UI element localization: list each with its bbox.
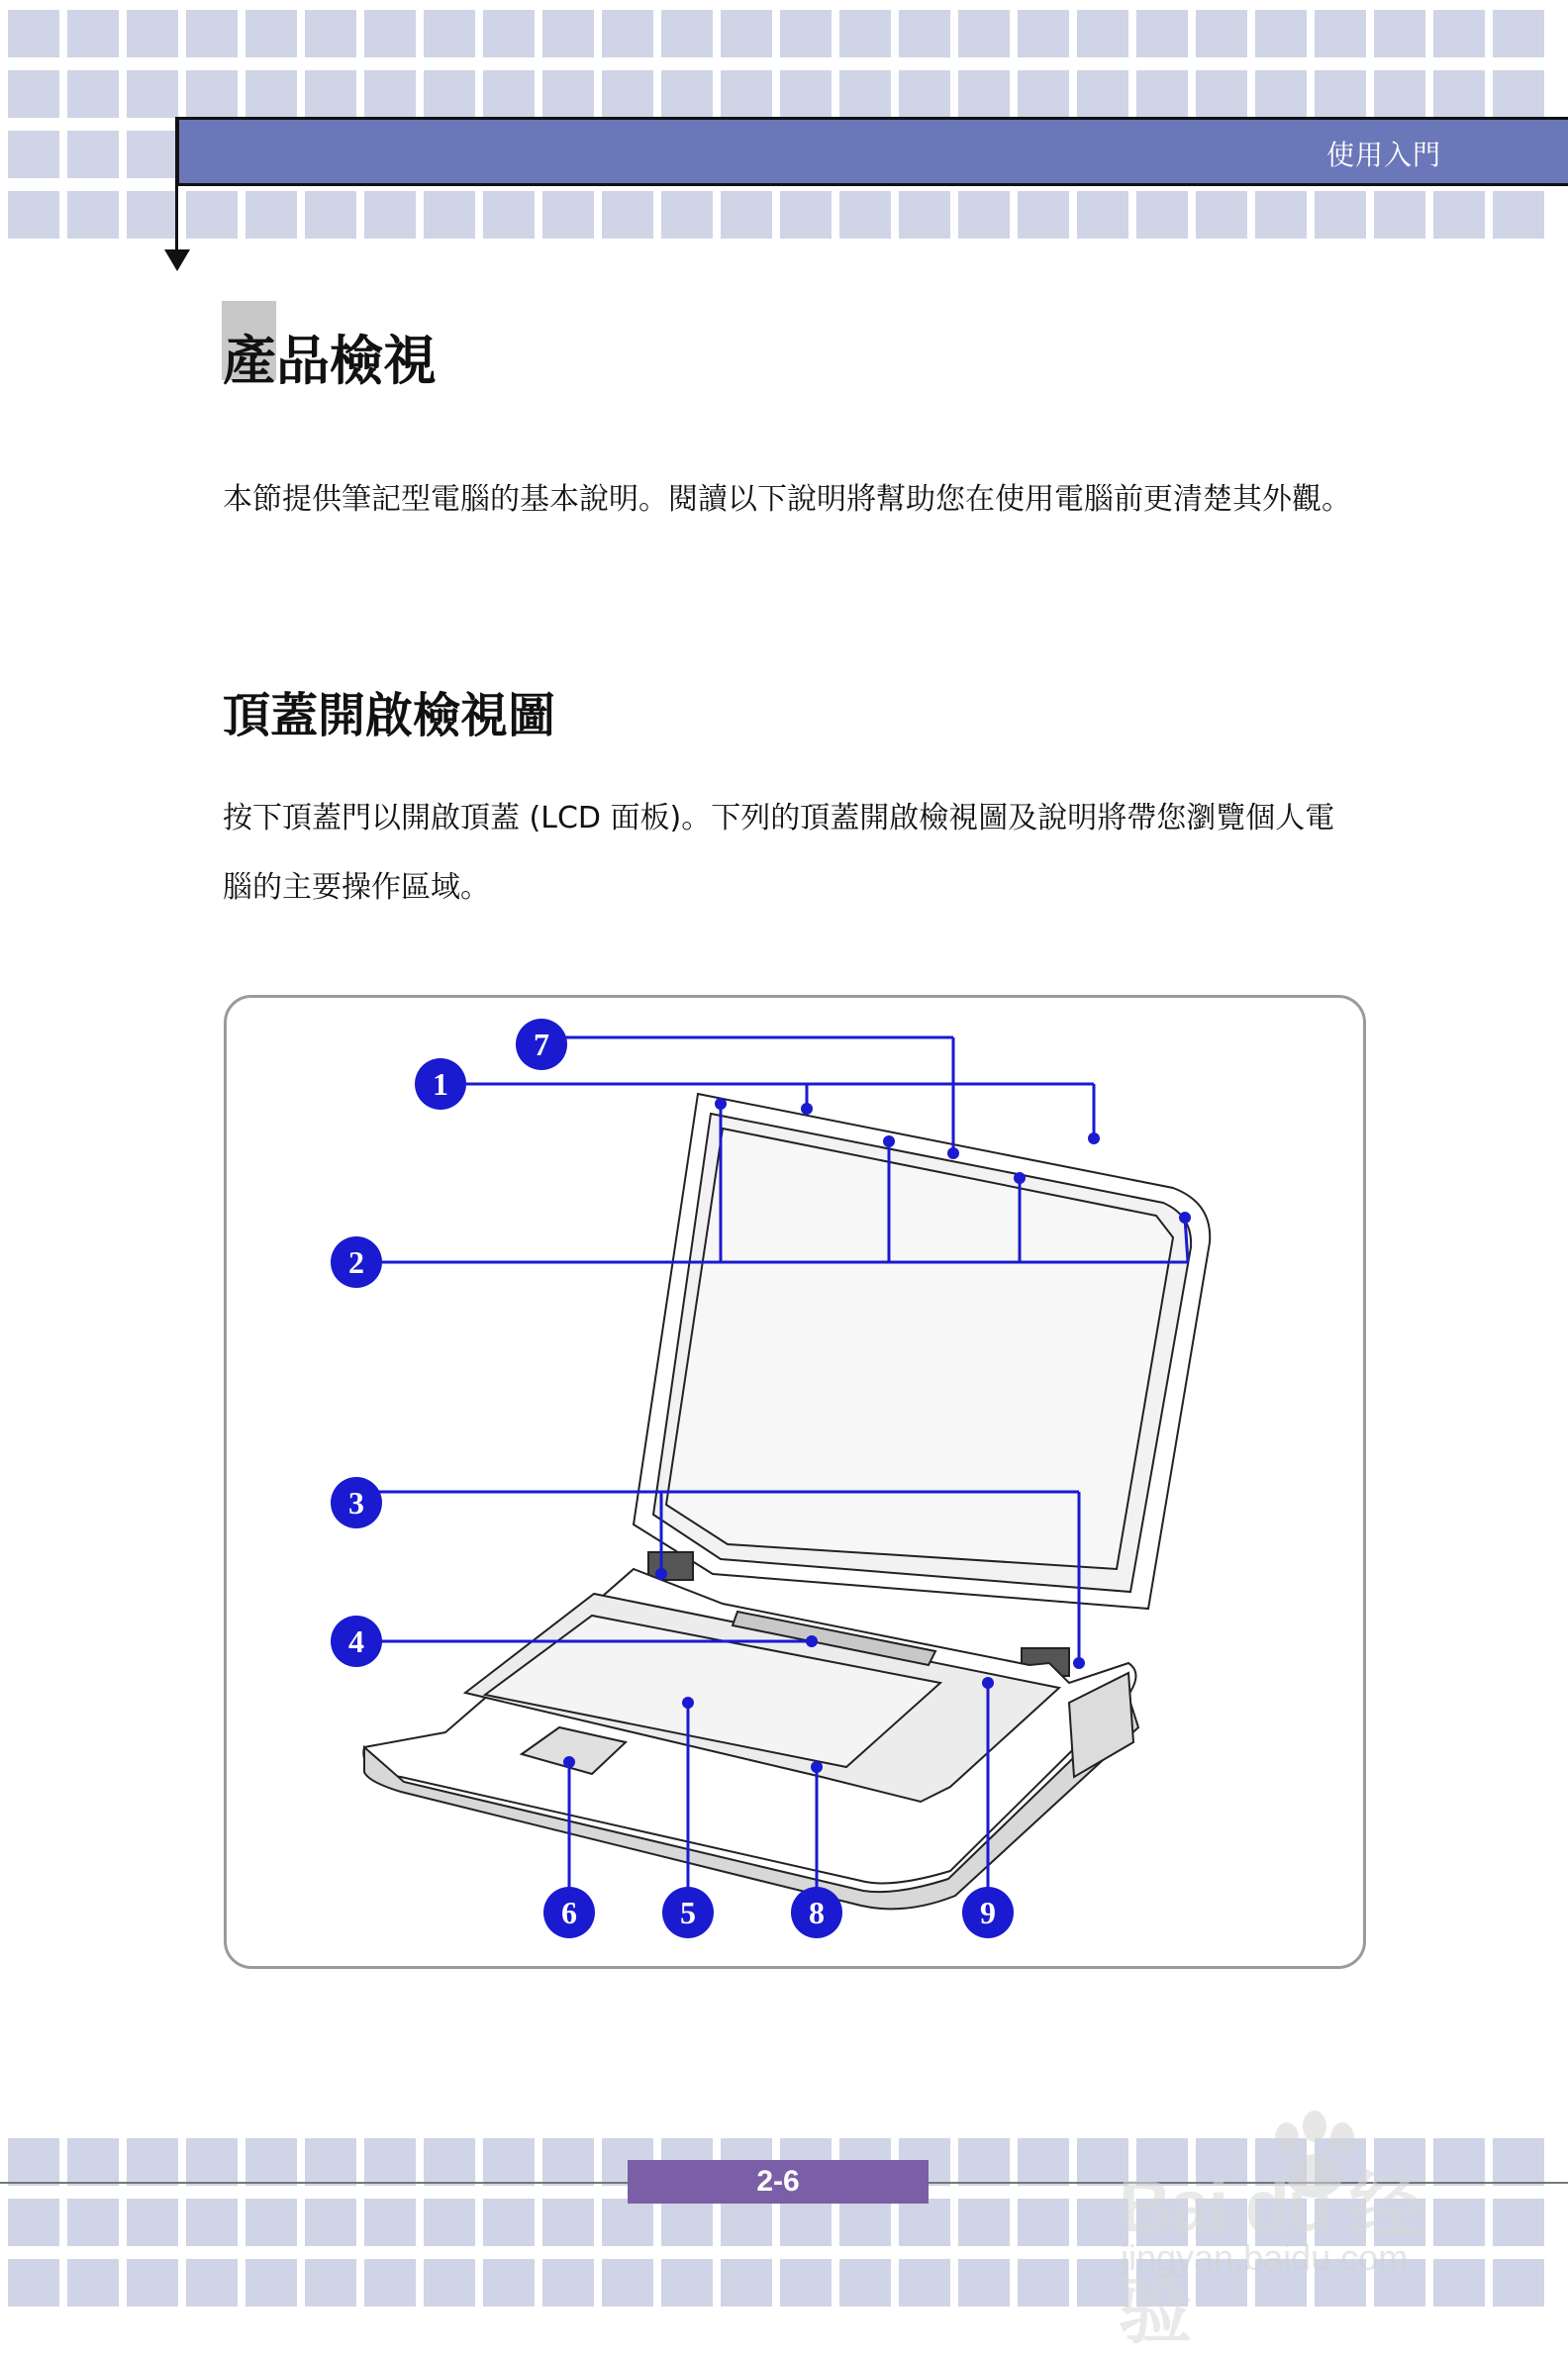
callout-7 bbox=[516, 1019, 567, 1070]
callout-1 bbox=[415, 1058, 466, 1110]
svg-text:1: 1 bbox=[433, 1066, 448, 1102]
svg-text:7: 7 bbox=[534, 1027, 549, 1062]
laptop-illustration bbox=[363, 1094, 1210, 1909]
intro-paragraph: 本節提供筆記型電腦的基本說明。閱讀以下說明將幫助您在使用電腦前更清楚其外觀。 bbox=[223, 482, 1351, 517]
page-number-bar bbox=[628, 2160, 929, 2204]
callout-9 bbox=[962, 1887, 1014, 1938]
callout-8 bbox=[791, 1887, 842, 1938]
svg-text:9: 9 bbox=[980, 1895, 996, 1930]
svg-text:2: 2 bbox=[348, 1244, 364, 1280]
callout-6 bbox=[543, 1887, 595, 1938]
watermark-url: jingyan.baidu.com bbox=[1121, 2237, 1409, 2278]
svg-text:8: 8 bbox=[809, 1895, 825, 1930]
callout-3 bbox=[331, 1477, 382, 1528]
watermark-brand: Bai du 经验 bbox=[1119, 2165, 1421, 2352]
svg-text:3: 3 bbox=[348, 1485, 364, 1521]
callout-4 bbox=[331, 1616, 382, 1667]
callout-2 bbox=[331, 1236, 382, 1288]
section-paragraph: 按下頂蓋門以開啟頂蓋 (LCD 面板)。下列的頂蓋開啟檢視圖及說明將帶您瀏覽個人電腦的主要操作區域。 bbox=[223, 801, 1335, 905]
section-title: 頂蓋開啟檢視圖 bbox=[223, 688, 556, 743]
svg-text:6: 6 bbox=[561, 1895, 577, 1930]
page-number: 2-6 bbox=[756, 2165, 800, 2198]
svg-text:5: 5 bbox=[680, 1895, 696, 1930]
svg-text:4: 4 bbox=[348, 1623, 364, 1659]
header-section-name: 使用入門 bbox=[1325, 139, 1441, 171]
page-title: 產品檢視 bbox=[223, 329, 437, 392]
baidu-watermark bbox=[1109, 2109, 1485, 2352]
callout-5 bbox=[662, 1887, 714, 1938]
